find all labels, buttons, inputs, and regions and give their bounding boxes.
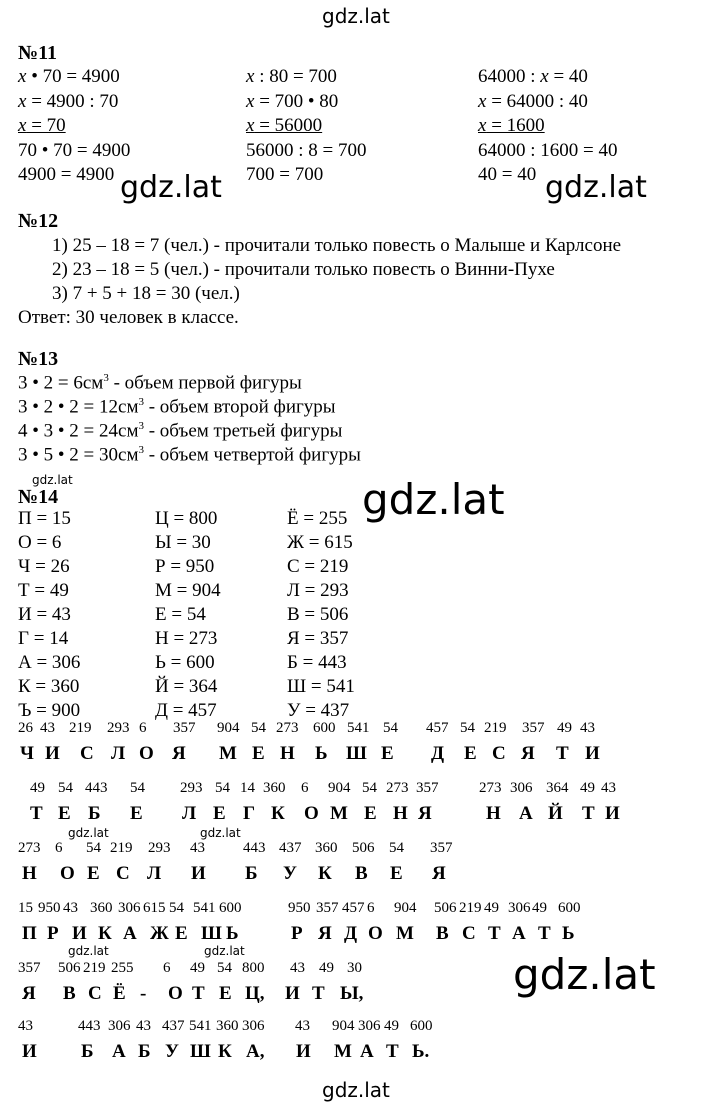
decoded-letter: Ы, <box>340 983 364 1004</box>
decoded-letter: М <box>334 1041 352 1062</box>
decoded-letter: М <box>396 923 414 944</box>
code-number: 273 <box>386 780 409 796</box>
letter-code: Ы = 30 <box>155 532 211 553</box>
decoded-letter: Я <box>22 983 36 1004</box>
volume-line: 4 • 3 • $2 = 24см^3$ - объем третьей фигуры <box>18 420 343 442</box>
decoded-letter: Ш <box>190 1041 211 1062</box>
code-number: 30 <box>347 960 362 976</box>
decoded-letter: Я <box>172 743 186 764</box>
problem-12-line-2: 2) 23 – 18 = 5 (чел.) - прочитали только повесть о Винни-Пухе <box>52 259 555 280</box>
letter-code: Ь = 600 <box>155 652 215 673</box>
decoded-letter: Т <box>312 983 325 1004</box>
code-number: 357 <box>18 960 41 976</box>
code-number: 54 <box>169 900 184 916</box>
decoded-letter: К <box>98 923 112 944</box>
equation-line: x = 4900 : 70 <box>18 90 119 112</box>
problem-11-title: №11 <box>18 42 57 64</box>
equation-line: 56000 : 8 = 700 <box>246 139 367 161</box>
decoded-letter: С <box>462 923 476 944</box>
letter-code: Ш = 541 <box>287 676 355 697</box>
equation-line: x = 70 <box>18 115 66 136</box>
letter-code: Г = 14 <box>18 628 69 649</box>
decoded-letter: Т <box>488 923 501 944</box>
decoded-letter: В <box>436 923 449 944</box>
code-number: 54 <box>130 780 145 796</box>
code-number: 54 <box>86 840 101 856</box>
code-number: 43 <box>40 720 55 736</box>
code-number: 541 <box>189 1018 212 1034</box>
code-number: 360 <box>315 840 338 856</box>
code-number: 6 <box>301 780 309 796</box>
letter-code: О = 6 <box>18 532 62 553</box>
decoded-letter: С <box>80 743 94 764</box>
code-number: 43 <box>295 1018 310 1034</box>
letter-code: Ё = 255 <box>287 508 348 529</box>
decoded-letter: С <box>116 863 130 884</box>
decoded-letter: Е <box>87 863 100 884</box>
code-number: 219 <box>110 840 133 856</box>
equation-line: x = 64000 : 40 <box>478 90 588 112</box>
code-number: 49 <box>190 960 205 976</box>
code-number: 904 <box>394 900 417 916</box>
code-number: 49 <box>557 720 572 736</box>
decoded-letter: Ь <box>226 923 239 944</box>
watermark: gdz.lat <box>120 170 222 205</box>
letter-code: М = 904 <box>155 580 221 601</box>
code-number: 357 <box>173 720 196 736</box>
decoded-letter: К <box>318 863 332 884</box>
code-number: 6 <box>55 840 63 856</box>
decoded-letter: Ь <box>315 743 328 764</box>
problem-12-line-1: 1) 25 – 18 = 7 (чел.) - прочитали только повесть о Малыше и Карлсоне <box>52 235 622 256</box>
watermark: gdz.lat <box>200 826 241 840</box>
code-number: 306 <box>242 1018 265 1034</box>
letter-code: В = 506 <box>287 604 349 625</box>
equation-line: x • 70 = 4900 <box>18 66 120 87</box>
problem-12-title: №12 <box>18 210 59 232</box>
code-number: 306 <box>358 1018 381 1034</box>
code-number: 14 <box>240 780 255 796</box>
decoded-letter: Е <box>364 803 377 824</box>
code-number: 443 <box>243 840 266 856</box>
decoded-letter: Й <box>548 803 563 824</box>
watermark: gdz.lat <box>513 950 656 999</box>
code-number: 506 <box>58 960 81 976</box>
code-number: 506 <box>352 840 375 856</box>
decoded-letter: В <box>63 983 76 1004</box>
decoded-letter: С <box>88 983 102 1004</box>
code-number: 54 <box>251 720 266 736</box>
code-number: 306 <box>508 900 531 916</box>
code-number: 49 <box>319 960 334 976</box>
code-number: 219 <box>484 720 507 736</box>
decoded-letter: Ж <box>150 923 169 944</box>
decoded-letter: С <box>492 743 506 764</box>
decoded-letter: Т <box>192 983 205 1004</box>
code-number: 219 <box>83 960 106 976</box>
letter-code: Й = 364 <box>155 676 218 697</box>
code-number: 293 <box>107 720 130 736</box>
decoded-letter: И <box>296 1041 311 1062</box>
decoded-letter: К <box>218 1041 232 1062</box>
decoded-letter: И <box>285 983 300 1004</box>
letter-code: Ч = 26 <box>18 556 70 577</box>
code-number: 437 <box>162 1018 185 1034</box>
code-number: 950 <box>38 900 61 916</box>
decoded-letter: Б <box>138 1041 151 1062</box>
code-number: 457 <box>426 720 449 736</box>
decoded-letter: Е <box>464 743 477 764</box>
equation-line: x = 1600 <box>478 115 545 136</box>
decoded-letter: Д <box>431 743 445 764</box>
letter-code: Т = 49 <box>18 580 69 601</box>
code-number: 54 <box>389 840 404 856</box>
code-number: 43 <box>601 780 616 796</box>
code-number: 306 <box>510 780 533 796</box>
decoded-letter: Л <box>182 803 197 824</box>
decoded-letter: Ц, <box>245 983 265 1004</box>
code-number: 357 <box>522 720 545 736</box>
code-number: 6 <box>367 900 375 916</box>
code-number: 54 <box>215 780 230 796</box>
code-number: 600 <box>410 1018 433 1034</box>
code-number: 360 <box>90 900 113 916</box>
code-number: 49 <box>484 900 499 916</box>
code-number: 273 <box>276 720 299 736</box>
decoded-letter: К <box>271 803 285 824</box>
letter-code: И = 43 <box>18 604 71 625</box>
equation-line: 4900 = 4900 <box>18 164 115 185</box>
code-number: 43 <box>190 840 205 856</box>
decoded-letter: В <box>355 863 368 884</box>
decoded-letter: Е <box>390 863 403 884</box>
equation-line: x : 80 = 700 <box>246 66 337 87</box>
decoded-letter: И <box>585 743 600 764</box>
code-number: 615 <box>143 900 166 916</box>
decoded-letter: Б <box>81 1041 94 1062</box>
decoded-letter: А <box>519 803 533 824</box>
code-number: 293 <box>148 840 171 856</box>
code-number: 437 <box>279 840 302 856</box>
code-number: 904 <box>328 780 351 796</box>
decoded-letter: Н <box>486 803 501 824</box>
decoded-letter: Р <box>47 923 59 944</box>
decoded-letter: Б <box>245 863 258 884</box>
code-number: 950 <box>288 900 311 916</box>
equation-line: 40 = 40 <box>478 164 537 185</box>
code-number: 357 <box>416 780 439 796</box>
code-number: 306 <box>108 1018 131 1034</box>
code-number: 219 <box>69 720 92 736</box>
equation-line: x = 700 • 80 <box>246 90 339 112</box>
decoded-letter: Ш <box>201 923 222 944</box>
letter-code: С = 219 <box>287 556 349 577</box>
decoded-letter: Т <box>582 803 595 824</box>
decoded-letter: Ш <box>346 743 367 764</box>
decoded-letter: О <box>168 983 183 1004</box>
decoded-letter: У <box>165 1041 179 1062</box>
code-number: 357 <box>430 840 453 856</box>
problem-14-title: №14 <box>18 486 59 508</box>
decoded-letter: А <box>360 1041 374 1062</box>
code-number: 54 <box>383 720 398 736</box>
decoded-letter: О <box>304 803 319 824</box>
decoded-letter: Е <box>213 803 226 824</box>
decoded-letter: Ё <box>113 983 126 1004</box>
decoded-letter: Ь. <box>412 1041 430 1062</box>
code-number: 600 <box>558 900 581 916</box>
code-number: 360 <box>216 1018 239 1034</box>
decoded-letter: Б <box>88 803 101 824</box>
code-number: 43 <box>63 900 78 916</box>
decoded-letter: Ч <box>20 743 34 764</box>
code-number: 357 <box>316 900 339 916</box>
letter-code: Я = 357 <box>287 628 349 649</box>
decoded-letter: И <box>45 743 60 764</box>
decoded-letter: Л <box>111 743 126 764</box>
code-number: 273 <box>479 780 502 796</box>
decoded-letter: Т <box>30 803 43 824</box>
watermark: gdz.lat <box>362 475 505 524</box>
letter-code: Ц = 800 <box>155 508 218 529</box>
decoded-letter: Т <box>386 1041 399 1062</box>
decoded-letter: А <box>512 923 526 944</box>
decoded-letter: П <box>22 923 37 944</box>
letter-code: У = 437 <box>287 700 350 721</box>
equation-line: 700 = 700 <box>246 164 324 185</box>
decoded-letter: Е <box>130 803 143 824</box>
decoded-letter: Г <box>243 803 256 824</box>
decoded-letter: О <box>139 743 154 764</box>
code-number: 541 <box>193 900 216 916</box>
decoded-letter: Е <box>175 923 188 944</box>
decoded-letter: У <box>283 863 297 884</box>
code-number: 443 <box>85 780 108 796</box>
decoded-letter: Н <box>393 803 408 824</box>
code-number: 15 <box>18 900 33 916</box>
problem-12-line-3: 3) 7 + 5 + 18 = 30 (чел.) <box>52 283 240 304</box>
decoded-letter: О <box>368 923 383 944</box>
decoded-letter: - <box>140 983 147 1004</box>
code-number: 54 <box>362 780 377 796</box>
decoded-letter: И <box>605 803 620 824</box>
volume-line: 3 • $2 = 6см^3$ - объем первой фигуры <box>18 372 302 394</box>
code-number: 49 <box>384 1018 399 1034</box>
code-number: 43 <box>580 720 595 736</box>
code-number: 49 <box>30 780 45 796</box>
decoded-letter: А, <box>246 1041 265 1062</box>
watermark-bottom: gdz.lat <box>322 1078 390 1102</box>
code-number: 49 <box>532 900 547 916</box>
code-number: 904 <box>217 720 240 736</box>
decoded-letter: Т <box>538 923 551 944</box>
code-number: 457 <box>342 900 365 916</box>
letter-code: Б = 443 <box>287 652 347 673</box>
decoded-letter: И <box>191 863 206 884</box>
decoded-letter: И <box>22 1041 37 1062</box>
decoded-letter: Я <box>521 743 535 764</box>
letter-code: Ж = 615 <box>287 532 353 553</box>
letter-code: А = 306 <box>18 652 81 673</box>
watermark: gdz.lat <box>204 944 245 958</box>
code-number: 904 <box>332 1018 355 1034</box>
code-number: 541 <box>347 720 370 736</box>
decoded-letter: Т <box>556 743 569 764</box>
decoded-letter: Я <box>318 923 332 944</box>
decoded-letter: М <box>219 743 237 764</box>
code-number: 54 <box>460 720 475 736</box>
letter-code: Д = 457 <box>155 700 217 721</box>
decoded-letter: И <box>72 923 87 944</box>
letter-code: Л = 293 <box>287 580 349 601</box>
decoded-letter: Ь <box>562 923 575 944</box>
letter-code: Ъ = 900 <box>18 700 81 721</box>
watermark: gdz.lat <box>68 944 109 958</box>
letter-code: К = 360 <box>18 676 80 697</box>
letter-code: Р = 950 <box>155 556 215 577</box>
code-number: 293 <box>180 780 203 796</box>
watermark: gdz.lat <box>545 170 647 205</box>
code-number: 506 <box>434 900 457 916</box>
problem-13-title: №13 <box>18 348 59 370</box>
code-number: 443 <box>78 1018 101 1034</box>
equation-line: 64000 : x = 40 <box>478 66 588 87</box>
decoded-letter: Е <box>381 743 394 764</box>
equation-line: 70 • 70 = 4900 <box>18 139 131 161</box>
decoded-letter: Р <box>291 923 303 944</box>
decoded-letter: Я <box>432 863 446 884</box>
letter-code: П = 15 <box>18 508 71 529</box>
letter-code: Н = 273 <box>155 628 218 649</box>
decoded-letter: О <box>60 863 75 884</box>
code-number: 273 <box>18 840 41 856</box>
code-number: 54 <box>58 780 73 796</box>
decoded-letter: Е <box>252 743 265 764</box>
watermark: gdz.lat <box>68 826 109 840</box>
decoded-letter: М <box>330 803 348 824</box>
volume-line: 3 • 5 • $2 = 30см^3$ - объем четвертой фигуры <box>18 444 361 466</box>
letter-code: Е = 54 <box>155 604 206 625</box>
code-number: 219 <box>459 900 482 916</box>
decoded-letter: Е <box>58 803 71 824</box>
code-number: 54 <box>217 960 232 976</box>
code-number: 43 <box>136 1018 151 1034</box>
code-number: 43 <box>18 1018 33 1034</box>
code-number: 255 <box>111 960 134 976</box>
code-number: 600 <box>313 720 336 736</box>
code-number: 6 <box>163 960 171 976</box>
decoded-letter: Л <box>147 863 162 884</box>
problem-12-answer: Ответ: 30 человек в классе. <box>18 307 239 328</box>
decoded-letter: А <box>112 1041 126 1062</box>
code-number: 360 <box>263 780 286 796</box>
code-number: 800 <box>242 960 265 976</box>
code-number: 306 <box>118 900 141 916</box>
decoded-letter: Н <box>22 863 37 884</box>
decoded-letter: А <box>123 923 137 944</box>
code-number: 43 <box>290 960 305 976</box>
code-number: 49 <box>580 780 595 796</box>
code-number: 6 <box>139 720 147 736</box>
code-number: 364 <box>546 780 569 796</box>
decoded-letter: Д <box>344 923 358 944</box>
equation-line: x = 56000 <box>246 115 323 136</box>
decoded-letter: Е <box>219 983 232 1004</box>
watermark-top: gdz.lat <box>322 4 390 28</box>
code-number: 26 <box>18 720 33 736</box>
equation-line: 64000 : 1600 = 40 <box>478 139 618 161</box>
decoded-letter: Н <box>280 743 295 764</box>
volume-line: 3 • 2 • $2 = 12см^3$ - объем второй фигуры <box>18 396 336 418</box>
watermark: gdz.lat <box>32 473 73 487</box>
code-number: 600 <box>219 900 242 916</box>
decoded-letter: Я <box>418 803 432 824</box>
